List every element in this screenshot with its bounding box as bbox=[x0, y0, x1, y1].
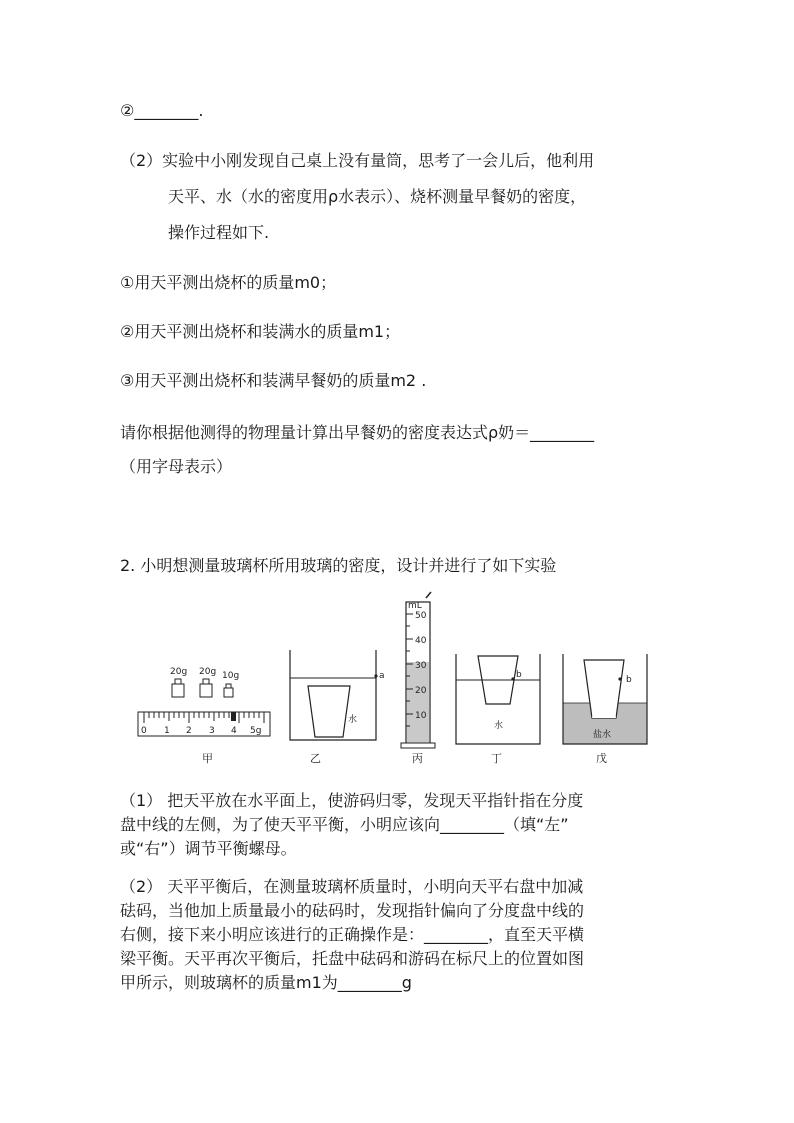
mark-b-wu: b bbox=[626, 675, 632, 685]
ruler bbox=[138, 712, 270, 736]
ruler-tick-2: 2 bbox=[186, 726, 192, 736]
weight-20g-a bbox=[172, 679, 184, 697]
q1-formula-note: （用字母表示） bbox=[120, 457, 233, 476]
figure-jia-weights-ruler bbox=[138, 667, 270, 736]
q1-part2-line1: （2）实验中小刚发现自己桌上没有量筒，思考了一会儿后，他利用 bbox=[120, 151, 595, 170]
figure-yi bbox=[290, 650, 385, 740]
q1-step1: ①用天平测出烧杯的质量m0； bbox=[120, 273, 337, 292]
q2-part1-line1: （1） 把天平放在水平面上，使游码归零，发现天平指针指在分度 bbox=[120, 791, 584, 810]
ruler-tick-3: 3 bbox=[209, 726, 215, 736]
figure-bing-cylinder bbox=[401, 592, 435, 748]
experiment-figure bbox=[130, 590, 690, 770]
cylinder-unit: mL bbox=[408, 601, 422, 611]
cylinder-tick-10: 10 bbox=[415, 711, 427, 721]
salt-water-label: 盐水 bbox=[593, 730, 612, 740]
q2-part2-line5: 甲所示，则玻璃杯的质量m1为________g bbox=[120, 973, 412, 992]
weight-10g bbox=[224, 684, 233, 697]
q1-step2: ②用天平测出烧杯和装满水的质量m1； bbox=[120, 322, 401, 341]
q1-part2-line2: 天平、水（水的密度用ρ水表示）、烧杯测量早餐奶的密度， bbox=[168, 187, 587, 206]
ruler-tick-1: 1 bbox=[164, 726, 170, 736]
weight-20g-b bbox=[200, 679, 212, 697]
caption-yi: 乙 bbox=[310, 752, 321, 765]
caption-bing: 丙 bbox=[412, 752, 423, 765]
rider bbox=[231, 712, 236, 721]
q2-part2-line3: 右侧，接下来小明应该进行的正确操作是：________，直至天平横 bbox=[120, 925, 585, 944]
ruler-tick-4: 4 bbox=[231, 726, 237, 736]
q1-step3: ③用天平测出烧杯和装满早餐奶的质量m2 . bbox=[120, 371, 427, 390]
figure-wu bbox=[563, 654, 647, 744]
q2-part2-line4: 梁平衡。天平再次平衡后，托盘中砝码和游码在标尺上的位置如图 bbox=[120, 949, 585, 968]
cylinder-tick-30: 30 bbox=[415, 661, 427, 671]
q2-part2-line2: 砝码，当他加上质量最小的砝码时，发现指针偏向了分度盘中线的 bbox=[120, 901, 585, 920]
water-label-ding: 水 bbox=[494, 721, 504, 731]
q1-part2-line3: 操作过程如下. bbox=[168, 223, 270, 242]
weight-label-3: 10g bbox=[222, 671, 240, 681]
caption-wu: 戊 bbox=[596, 752, 607, 765]
weight-label-2: 20g bbox=[199, 667, 217, 677]
ruler-tick-5: 5g bbox=[250, 726, 262, 736]
ruler-tick-0: 0 bbox=[141, 726, 147, 736]
mark-b-ding: b bbox=[516, 670, 522, 680]
q1-formula-line: 请你根据他测得的物理量计算出早餐奶的密度表达式ρ奶＝________ bbox=[120, 423, 595, 442]
q2-part1-line3: 或“右”）调节平衡螺母。 bbox=[120, 839, 297, 858]
q2-part2-line1: （2） 天平平衡后，在测量玻璃杯质量时，小明向天平右盘中加减 bbox=[120, 877, 584, 896]
caption-ding: 丁 bbox=[491, 752, 502, 765]
cylinder-tick-20: 20 bbox=[415, 686, 427, 696]
figure-ding bbox=[456, 654, 540, 744]
q2-part1-line2: 盘中线的左侧，为了使天平平衡，小明应该向________（填“左” bbox=[120, 815, 569, 834]
water-label-yi: 水 bbox=[348, 715, 358, 725]
mark-a: a bbox=[379, 671, 385, 681]
q2-stem: 2. 小明想测量玻璃杯所用玻璃的密度，设计并进行了如下实验 bbox=[120, 556, 557, 575]
caption-jia: 甲 bbox=[202, 752, 213, 765]
cylinder-tick-40: 40 bbox=[415, 636, 427, 646]
weight-label-1: 20g bbox=[170, 667, 188, 677]
cylinder-tick-50: 50 bbox=[415, 611, 427, 621]
q1-step2-answer: ②________. bbox=[120, 101, 204, 120]
